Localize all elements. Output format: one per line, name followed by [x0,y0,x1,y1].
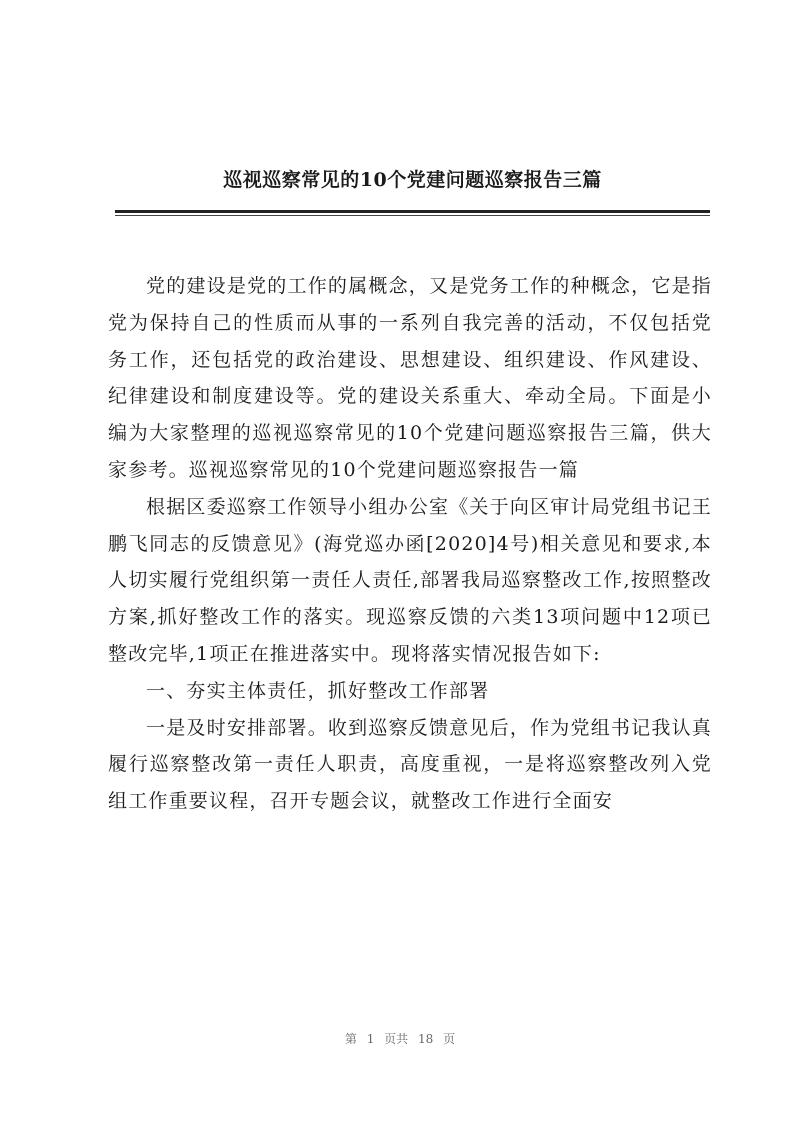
paragraph-intro: 党的建设是党的工作的属概念，又是党务工作的种概念，它是指党为保持自己的性质而从事的一系列自我完善的活动，不仅包括党务工作，还包括党的政治建设、思想建设、组织建设、作风建设、纪律建设和制度建设等。党的建设关系重大、牵动全局。下面是小编为大家整理的巡视巡察常见的10个党建问题巡察报告三篇，供大家参考。巡视巡察常见的10个党建问题巡察报告一篇 [108,275,712,481]
title-divider-thin [115,215,710,216]
section-heading: 一、夯实主体责任，抓好整改工作部署 [146,679,490,702]
title-divider [115,210,710,213]
document-body [108,268,712,820]
paragraph-deployment: 一是及时安排部署。收到巡察反馈意见后，作为党组书记我认真履行巡察整改第一责任人职责，高度重视，一是将巡察整改列入党组工作重要议程，召开专题会议，就整改工作进行全面安 [108,716,712,813]
page-number-footer: 第 1 页共 18 页 [344,1032,456,1046]
paragraph-background: 根据区委巡察工作领导小组办公室《关于向区审计局党组书记王鹏飞同志的反馈意见》(海党巡办函[2020]4号)相关意见和要求,本人切实履行党组织第一责任人责任,部署我局巡察整改工作,按照整改方案,抓好整改工作的落实。现巡察反馈的六类13项问题中12项已整改完毕,1项正在推进落实中。现将落实情况报告如下: [108,495,712,665]
document-title: 巡视巡察常见的10个党建问题巡察报告三篇 [223,169,602,191]
